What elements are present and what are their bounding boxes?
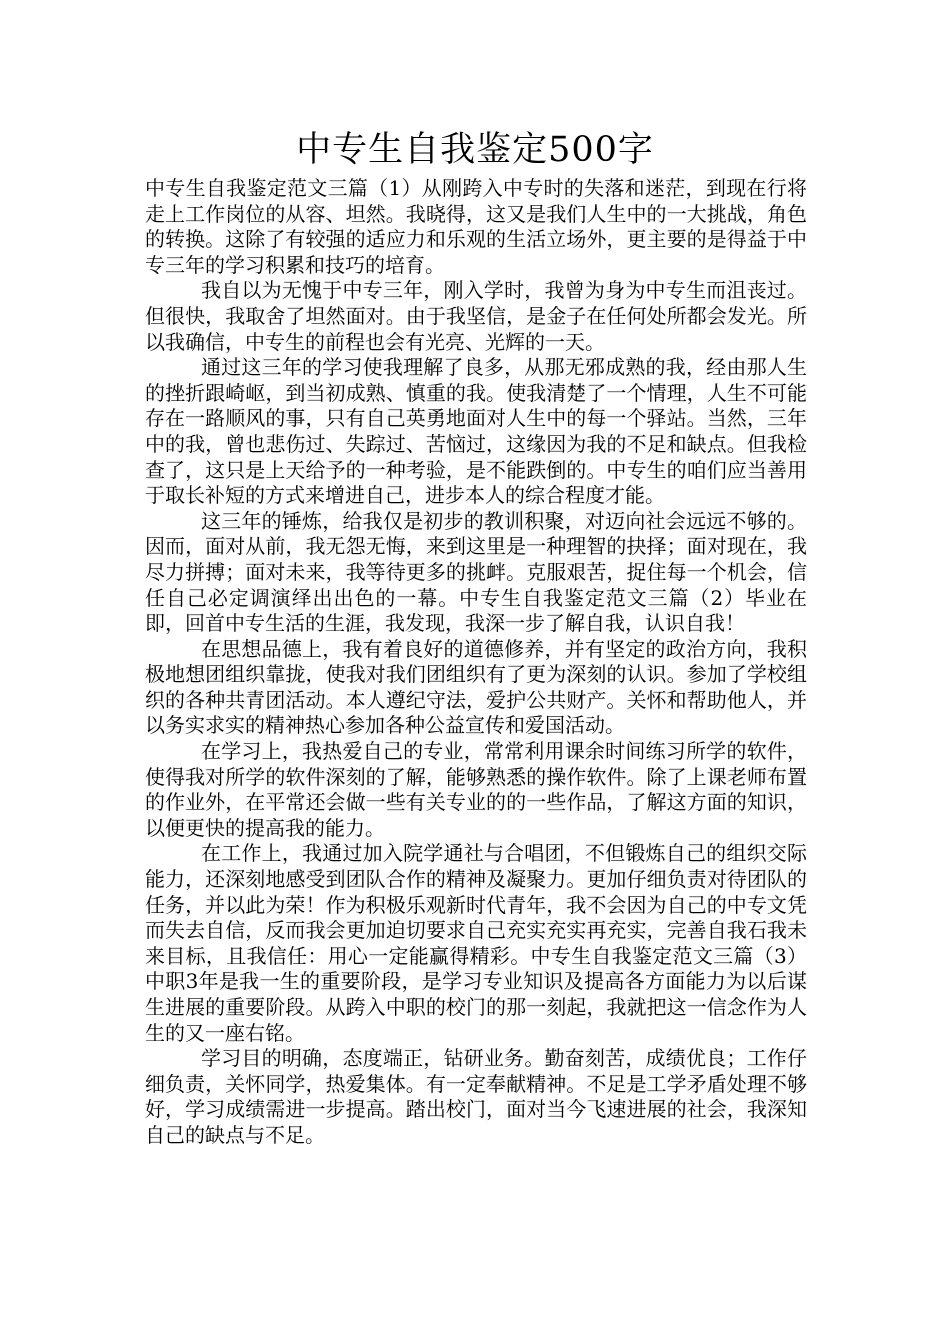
document-title: 中专生自我鉴定500字 [296,130,654,170]
paragraph-4: 这三年的锤炼，给我仅是初步的教训积聚，对迈向社会远远不够的。因而，面对从前，我无怨无悔，来到这里是一种理智的抉择；面对现在，我尽力拼搏；面对未来，我等待更多的挑衅。克服艰苦，捉住每一个机会，信任自己必定调演绎出出色的一幕。中专生自我鉴定范文三篇（2）毕业在即，回首中专生活的生涯，我发现，我深一步了解自我，认识自我！ [145,508,807,636]
paragraph-6: 在学习上，我热爱自己的专业，常常利用课余时间练习所学的软件，使得我对所学的软件深刻的了解，能够熟悉的操作软件。除了上课老师布置的作业外，在平常还会做一些有关专业的的一些作品，了解这方面的知识，以便更快的提高我的能力。 [145,739,807,840]
paragraph-3: 通过这三年的学习使我理解了良多，从那无邪成熟的我，经由那人生的挫折跟崎岖，到当初成熟、慎重的我。使我清楚了一个情理，人生不可能存在一路顺风的事，只有自己英勇地面对人生中的每一个驿站。当然，三年中的我，曾也悲伤过、失踪过、苦恼过，这缘因为我的不足和缺点。但我检查了，这只是上天给予的一种考验，是不能跌倒的。中专生的咱们应当善用于取长补短的方式来增进自己，进步本人的综合程度才能。 [145,355,807,508]
paragraph-5: 在思想品德上，我有着良好的道德修养，并有坚定的政治方向，我积极地想团组织靠拢，使我对我们团组织有了更为深刻的认识。参加了学校组织的各种共青团活动。本人遵纪守法，爱护公共财产。关怀和帮助他人，并以务实求实的精神热心参加各种公益宣传和爱国活动。 [145,636,807,738]
paragraph-8: 学习目的明确，态度端正，钻研业务。勤奋刻苦，成绩优良；工作仔细负责，关怀同学，热爱集体。有一定奉献精神。不足是工学矛盾处理不够好，学习成绩需进一步提高。踏出校门，面对当今飞速进展的社会，我深知自己的缺点与不足。 [145,1046,807,1147]
paragraph-2: 我自以为无愧于中专三年，刚入学时，我曾为身为中专生而沮丧过。但很快，我取舍了坦然面对。由于我坚信，是金子在任何处所都会发光。所以我确信，中专生的前程也会有光亮、光辉的一天。 [145,278,807,354]
paragraph-7: 在工作上，我通过加入院学通社与合唱团，不但锻炼自己的组织交际能力，还深刻地感受到团队合作的精神及凝聚力。更加仔细负责对待团队的任务，并以此为荣！作为积极乐观新时代青年，我不会因为自己的中专文凭而失去自信，反而我会更加迫切要求自己充实充实再充实，完善自我石我未来目标，且我信任：用心一定能赢得精彩。中专生自我鉴定范文三篇（3）中职3年是我一生的重要阶段，是学习专业知识及提高各方面能力为以后谋生进展的重要阶段。从跨入中职的校门的那一刻起，我就把这一信念作为人生的又一座右铭。 [145,841,807,1045]
paragraph-1: 中专生自我鉴定范文三篇（1）从刚跨入中专时的失落和迷茫，到现在行将走上工作岗位的从容、坦然。我晓得，这又是我们人生中的一大挑战，角色的转换。这除了有较强的适应力和乐观的生活立场外，更主要的是得益于中专三年的学习积累和技巧的培育。 [145,176,807,277]
document-body [145,176,807,1149]
